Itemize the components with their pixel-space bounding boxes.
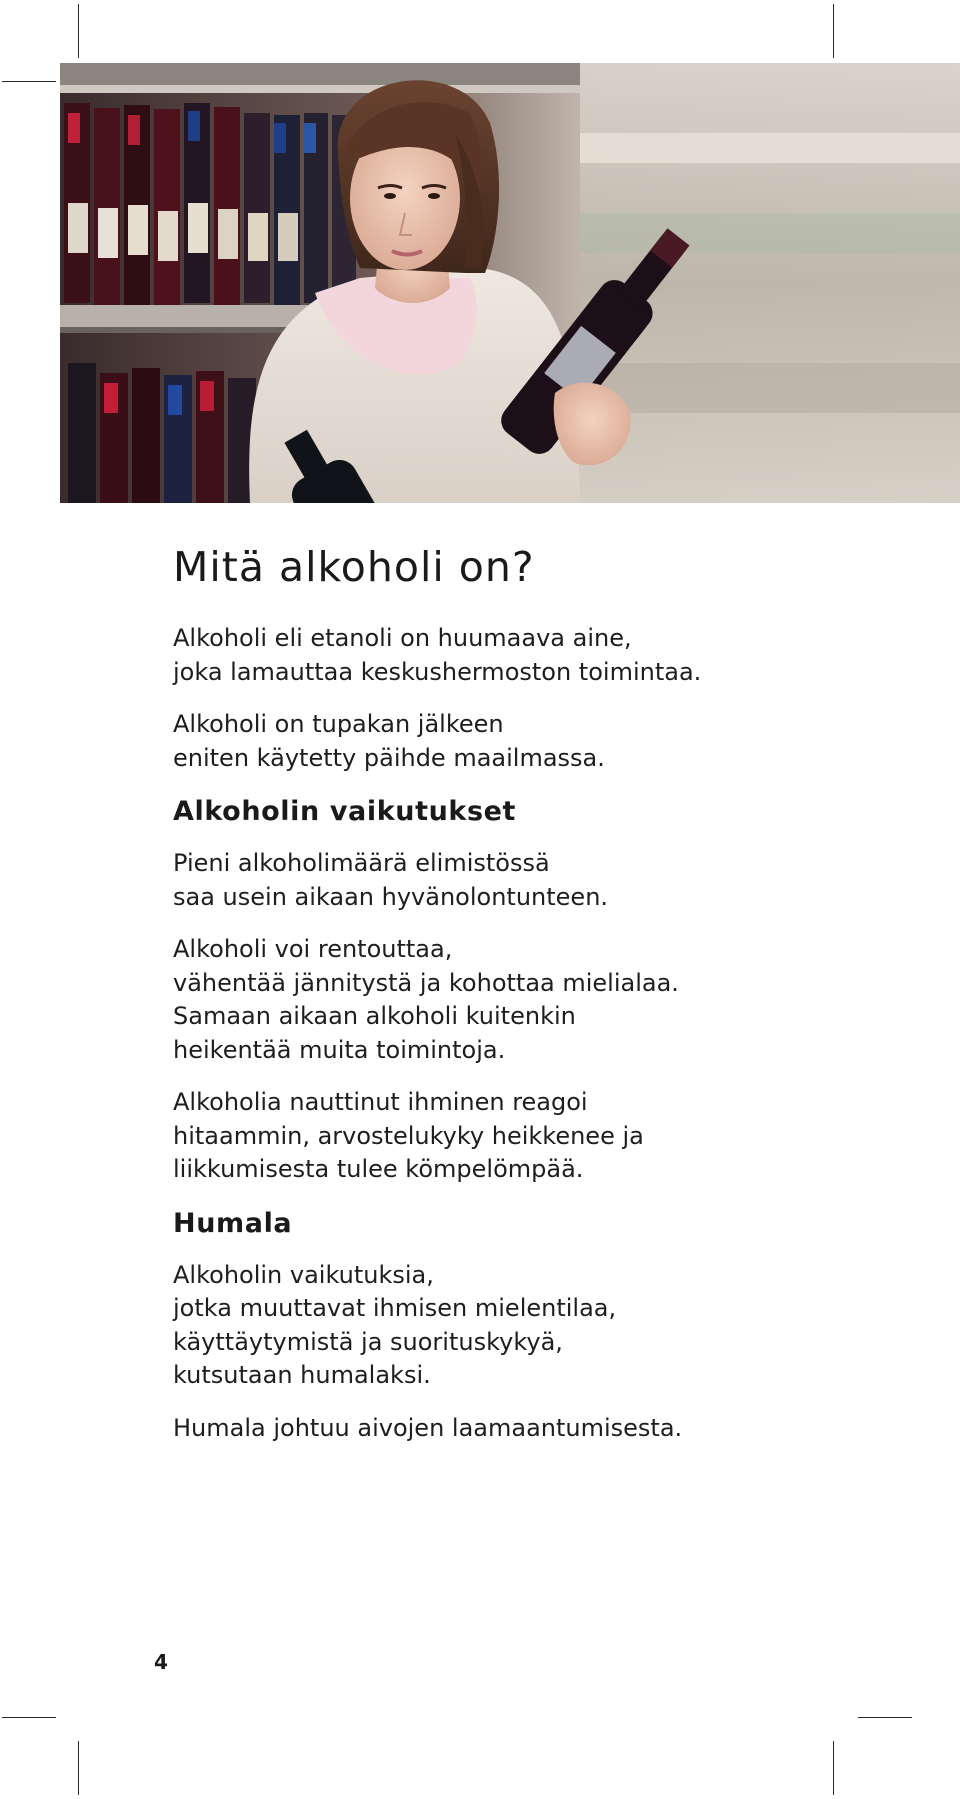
section-heading-intoxication: Humala xyxy=(173,1207,293,1239)
intoxication-paragraph-2: Humala johtuu aivojen laamaantumisesta. xyxy=(173,1413,683,1442)
effects-paragraph-1: Pieni alkoholimäärä elimistössä saa usein aikaan hyvänolontunteen. xyxy=(173,849,609,911)
crop-mark-top-left-vertical xyxy=(78,4,79,58)
crop-mark-bottom-left-horizontal xyxy=(2,1717,56,1718)
hero-photo xyxy=(60,63,960,503)
effects-paragraph-3: Alkoholia nauttinut ihminen reagoi hitaammin, arvostelukyky heikkenee ja liikkumisesta tulee kömpelömpää. xyxy=(173,1088,644,1183)
intro-paragraph-2: Alkoholi on tupakan jälkeen eniten käytetty päihde maailmassa. xyxy=(173,710,605,772)
crop-mark-bottom-left-vertical xyxy=(78,1741,79,1795)
page-title: Mitä alkoholi on? xyxy=(173,543,535,591)
page-number: 4 xyxy=(154,1650,168,1674)
crop-mark-top-right-vertical xyxy=(833,4,834,58)
section-heading-effects: Alkoholin vaikutukset xyxy=(173,796,517,827)
crop-mark-top-left-horizontal xyxy=(2,81,56,82)
effects-paragraph-2: Alkoholi voi rentouttaa, vähentää jännitystä ja kohottaa mielialaa. Samaan aikaan alkoholi kuitenkin heikentää muita toimintoja. xyxy=(173,935,679,1064)
crop-mark-bottom-right-vertical xyxy=(833,1741,834,1795)
article xyxy=(173,540,893,1464)
intoxication-paragraph-1: Alkoholin vaikutuksia, jotka muuttavat ihmisen mielentilaa, käyttäytymistä ja suorituskykyä, kutsutaan humalaksi. xyxy=(173,1260,617,1389)
intro-paragraph-1: Alkoholi eli etanoli on huumaava aine, joka lamauttaa keskushermoston toimintaa. xyxy=(173,624,702,686)
crop-mark-bottom-right-horizontal xyxy=(858,1717,912,1718)
woman-with-wine-bottle-image xyxy=(60,63,960,503)
